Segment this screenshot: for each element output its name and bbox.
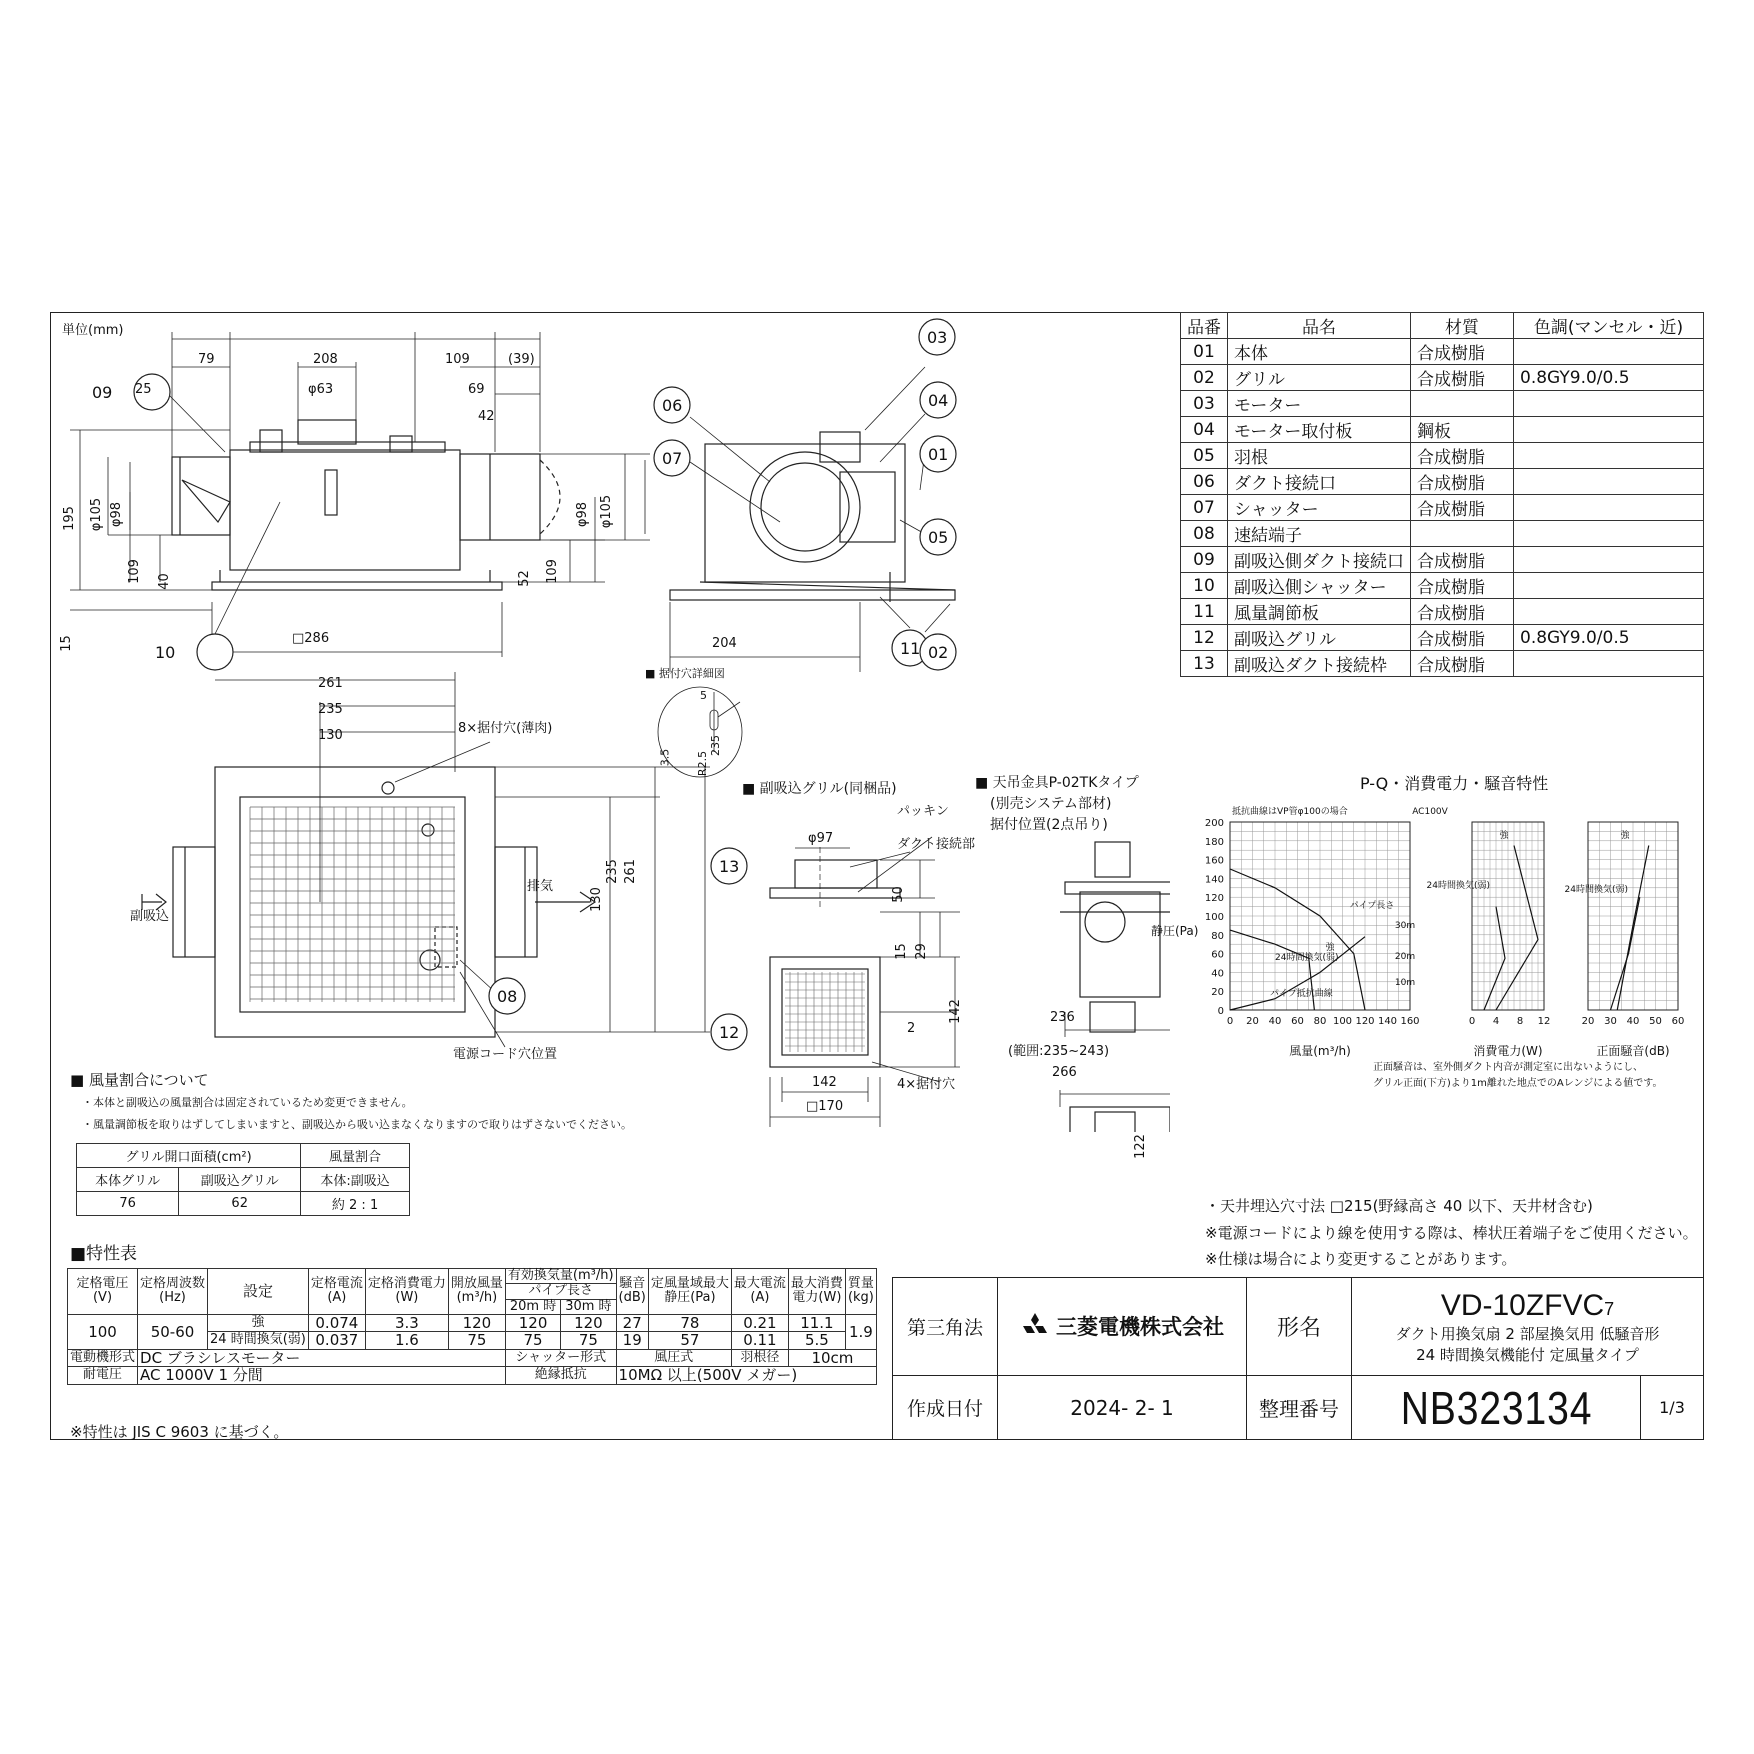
duct-connection-label: ダクト接続部	[897, 837, 976, 852]
y-tick-label: 80	[1211, 930, 1224, 942]
spec-p20-h: 20m 時	[505, 1299, 560, 1314]
part-name: 副吸込ダクト接続枠	[1228, 651, 1411, 677]
part-number: 06	[1181, 469, 1228, 495]
part-material: 合成樹脂	[1411, 651, 1514, 677]
spec-withstand-label: 耐電圧	[68, 1367, 138, 1385]
noise-note-2: グリル正面(下方)より1m離れた地点でのAレンジによる値です。	[1373, 1078, 1663, 1089]
part-name: 速結端子	[1228, 521, 1411, 547]
spec-mass-label: 質量	[847, 1276, 874, 1292]
spec-open-label: 開放風量	[450, 1276, 503, 1292]
part-color	[1514, 339, 1704, 365]
unit-label: 単位(mm)	[62, 323, 124, 338]
parts-h-name: 品名	[1228, 313, 1411, 339]
dim-142-horizontal: 142	[812, 1075, 837, 1090]
spec-shutter-label: シャッター形式	[505, 1349, 616, 1367]
parts-h-number: 品番	[1181, 313, 1228, 339]
part-name: モーター取付板	[1228, 417, 1411, 443]
spec-setting-h: 設定	[208, 1269, 309, 1315]
callout-circles	[134, 319, 956, 1050]
sub-inlet-label: 副吸込	[130, 909, 170, 924]
airflow-note-title: ■ 風量割合について	[70, 1071, 209, 1089]
date-label: 作成日付	[893, 1376, 998, 1440]
spec-eff-h: 有効換気量(m³/h)	[505, 1269, 616, 1284]
spec-mass-unit: (kg)	[847, 1290, 874, 1306]
x-tick-label: 100	[1332, 1016, 1353, 1027]
dim-52: 52	[516, 570, 532, 587]
mounting-holes-label: 8×据付穴(薄肉)	[458, 721, 553, 736]
dim-40: 40	[156, 573, 172, 590]
spec-mass-h	[845, 1269, 876, 1315]
x-tick-label: 20	[1246, 1016, 1259, 1027]
exhaust-label: 排気	[527, 879, 554, 894]
spec-table	[67, 1268, 877, 1385]
spec-power-label: 定格消費電力	[367, 1276, 446, 1292]
spec-withstand: AC 1000V 1 分間	[138, 1367, 506, 1385]
ratio-h1: グリル開口面積(cm²)	[77, 1144, 301, 1168]
dim-29: 29	[913, 943, 929, 960]
parts-row	[1181, 417, 1704, 443]
hanger-sub2: 据付位置(2点吊り)	[990, 817, 1108, 833]
part-material: 合成樹脂	[1411, 469, 1514, 495]
mount-dim-5: 5	[700, 689, 707, 702]
side-view-drawing	[670, 367, 955, 672]
airflow-note-line1: ・本体と副吸込の風量割合は固定されているため変更できません。	[82, 1096, 413, 1109]
y-tick-label: 40	[1211, 968, 1224, 980]
part-name: 副吸込側ダクト接続口	[1228, 547, 1411, 573]
parts-row	[1181, 339, 1704, 365]
spec-maxp-unit: 電力(W)	[792, 1290, 842, 1306]
chart-annotation: パイプ長さ	[1349, 901, 1395, 911]
part-number: 12	[1181, 625, 1228, 651]
spec-row1-power: 3.3	[365, 1314, 448, 1332]
x-tick-label: 120	[1355, 1016, 1375, 1027]
spec-sp-h	[648, 1269, 731, 1315]
spec-row2-maxc: 0.11	[731, 1332, 788, 1350]
x-tick-label: 0	[1468, 1016, 1476, 1027]
parts-row	[1181, 443, 1704, 469]
dim-109-right: 109	[544, 559, 560, 584]
spec-row1-p30: 120	[561, 1314, 616, 1332]
spec-curr-unit: (A)	[327, 1290, 347, 1306]
part-number: 11	[1181, 599, 1228, 625]
part-color: 0.8GY9.0/0.5	[1514, 365, 1704, 391]
y-tick-label: 180	[1204, 836, 1224, 848]
spec-row1-noise: 27	[616, 1314, 648, 1332]
callout-09: 09	[92, 383, 113, 402]
part-material: 合成樹脂	[1411, 547, 1514, 573]
parts-row	[1181, 365, 1704, 391]
parts-row	[1181, 651, 1704, 677]
part-color	[1514, 521, 1704, 547]
projection-label: 第三角法	[893, 1278, 998, 1376]
airflow-note-line2: ・風量調節板を取りはずしてしまいますと、副吸込から吸い込まなくなりますので取りはずさないでください。	[82, 1118, 632, 1131]
part-number: 10	[1181, 573, 1228, 599]
chart-note-left: 抵抗曲線はVP管φ100の場合	[1232, 807, 1348, 817]
spec-pipe-h: パイプ長さ	[505, 1284, 616, 1299]
series-label: 強	[1499, 831, 1509, 841]
callout-06: 06	[662, 396, 683, 415]
x-tick-label: 4	[1492, 1016, 1500, 1027]
ratio-v2: 62	[179, 1192, 301, 1216]
x-tick-label: 160	[1400, 1016, 1420, 1027]
spec-volt-unit: (V)	[92, 1290, 113, 1306]
spec-footnote: ※特性は JIS C 9603 に基づく。	[70, 1423, 289, 1441]
mitsubishi-logo-icon	[1020, 1313, 1050, 1339]
spec-blade-label: 羽根径	[731, 1349, 788, 1367]
part-name: 本体	[1228, 339, 1411, 365]
spec-row1-maxc: 0.21	[731, 1314, 788, 1332]
spec-curr-label: 定格電流	[310, 1276, 363, 1292]
part-number: 01	[1181, 339, 1228, 365]
part-color	[1514, 573, 1704, 599]
noise-note-1: 正面騒音は、室外側ダクト内音が測定室に出ないようにし、	[1373, 1062, 1643, 1073]
part-material: 合成樹脂	[1411, 495, 1514, 521]
dim-phi98-right: φ98	[575, 501, 591, 528]
chart-annotation: パイプ抵抗曲線	[1270, 989, 1333, 999]
dim-69: 69	[468, 382, 485, 397]
y-tick-label: 100	[1204, 912, 1224, 923]
y-tick-label: 200	[1204, 818, 1224, 829]
y-tick-label: 20	[1211, 987, 1224, 999]
part-number: 03	[1181, 391, 1228, 417]
company-name: 三菱電機株式会社	[1056, 1314, 1224, 1339]
spec-volt: 100	[68, 1314, 138, 1349]
spec-volt-label: 定格電圧	[76, 1276, 129, 1292]
spec-row2-maxp: 5.5	[788, 1332, 845, 1350]
chart-annotation: 24時間換気(弱)	[1275, 953, 1339, 963]
spec-p30-h: 30m 時	[561, 1299, 616, 1314]
model-cell	[1352, 1278, 1704, 1376]
model-suffix: 7	[1604, 1298, 1615, 1319]
parts-h-color: 色調(マンセル・近)	[1514, 313, 1704, 339]
company-cell	[998, 1278, 1247, 1376]
spec-row2-curr: 0.037	[308, 1332, 365, 1350]
spec-maxc-h	[731, 1269, 788, 1315]
part-name: 副吸込側シャッター	[1228, 573, 1411, 599]
callout-02: 02	[928, 643, 949, 662]
parts-row	[1181, 391, 1704, 417]
part-color	[1514, 469, 1704, 495]
y-tick-label: 60	[1211, 949, 1224, 961]
spec-row2-power: 1.6	[365, 1332, 448, 1350]
spec-row1-open: 120	[448, 1314, 505, 1332]
spec-row2-sp: 57	[648, 1332, 731, 1350]
x-tick-label: 8	[1516, 1016, 1524, 1027]
series-line	[1496, 846, 1538, 1011]
parts-table	[1180, 312, 1704, 677]
chart-note-right: AC100V	[1412, 807, 1448, 817]
dim-142-vertical: 142	[947, 999, 963, 1024]
dim-25: 25	[135, 382, 152, 397]
chart-title: P-Q・消費電力・騒音特性	[1360, 774, 1549, 793]
part-color	[1514, 599, 1704, 625]
parts-row	[1181, 573, 1704, 599]
spec-row1-setting: 強	[208, 1314, 309, 1332]
airflow-ratio-table	[76, 1143, 410, 1216]
spec-sp-label: 定風量域最大	[650, 1276, 729, 1292]
ratio-c2: 副吸込グリル	[179, 1168, 301, 1192]
callout-10: 10	[155, 643, 176, 662]
part-name: モーター	[1228, 391, 1411, 417]
part-color	[1514, 391, 1704, 417]
x-tick-label: 140	[1377, 1016, 1398, 1027]
x-tick-label: 12	[1537, 1016, 1551, 1027]
part-name: 風量調節板	[1228, 599, 1411, 625]
dim-15-grille: 15	[893, 943, 909, 960]
spec-noise-unit: (dB)	[618, 1290, 646, 1306]
parts-row	[1181, 547, 1704, 573]
spec-maxc-unit: (A)	[750, 1290, 770, 1306]
x-tick-label: 50	[1649, 1016, 1662, 1027]
sub-grille-title: ■ 副吸込グリル(同梱品)	[742, 781, 897, 797]
part-material	[1411, 521, 1514, 547]
part-material: 合成樹脂	[1411, 573, 1514, 599]
parts-h-material: 材質	[1411, 313, 1514, 339]
spec-maxc-label: 最大電流	[733, 1276, 786, 1292]
dim-2: 2	[907, 1021, 916, 1036]
dim-286: □286	[292, 631, 330, 646]
spec-row1-p20: 120	[505, 1314, 560, 1332]
spec-freq-h	[138, 1269, 208, 1315]
dim-130-right: 130	[588, 887, 604, 912]
ratio-c1: 本体グリル	[77, 1168, 179, 1192]
hanger-title: ■ 天吊金具P-02TKタイプ	[975, 775, 1139, 791]
part-material: 合成樹脂	[1411, 365, 1514, 391]
parts-row	[1181, 469, 1704, 495]
parts-row	[1181, 599, 1704, 625]
spec-curr-h	[308, 1269, 365, 1315]
part-name: グリル	[1228, 365, 1411, 391]
dim-phi98-left: φ98	[109, 501, 125, 528]
y-tick-label: 0	[1217, 1006, 1224, 1017]
dim-261-right: 261	[622, 859, 638, 884]
part-name: シャッター	[1228, 495, 1411, 521]
hanger-dim-236: 236	[1050, 1010, 1075, 1025]
spec-open-unit: (m³/h)	[456, 1290, 498, 1306]
y-tick-label: 120	[1204, 893, 1224, 905]
spec-title: ■特性表	[70, 1244, 138, 1264]
dim-208: 208	[313, 352, 338, 367]
part-material: 合成樹脂	[1411, 599, 1514, 625]
dim-130-top: 130	[318, 728, 343, 743]
spec-open-h	[448, 1269, 505, 1315]
x-tick-label: 40	[1268, 1016, 1282, 1027]
hanger-dim-122: 122	[1132, 1134, 1148, 1159]
mount-dim-3-5: 3.5	[658, 748, 672, 767]
callout-11: 11	[900, 639, 921, 658]
page-number: 1/3	[1641, 1376, 1704, 1440]
series-label: 強	[1620, 831, 1630, 841]
spec-row1-curr: 0.074	[308, 1314, 365, 1332]
spec-row2-p20: 75	[505, 1332, 560, 1350]
spec-maxp-h	[788, 1269, 845, 1315]
dim-109: 109	[445, 352, 470, 367]
spec-maxp-label: 最大消費	[790, 1276, 843, 1292]
dim-15: 15	[58, 635, 74, 652]
callout-12: 12	[719, 1023, 740, 1042]
x-axis-label: 消費電力(W)	[1473, 1044, 1543, 1058]
callout-13: 13	[719, 857, 740, 876]
part-color: 0.8GY9.0/0.5	[1514, 625, 1704, 651]
chart-annotation: 30m	[1394, 921, 1416, 931]
spec-volt-h	[68, 1269, 138, 1315]
part-name: ダクト接続口	[1228, 469, 1411, 495]
packing-label: パッキン	[897, 804, 949, 819]
x-tick-label: 80	[1313, 1016, 1327, 1027]
technical-drawings	[50, 312, 1170, 1132]
spec-sp-unit: 静圧(Pa)	[664, 1290, 716, 1306]
x-axis-label: 風量(m³/h)	[1289, 1044, 1351, 1058]
x-tick-label: 20	[1581, 1016, 1595, 1027]
dim-79: 79	[198, 352, 215, 367]
part-number: 05	[1181, 443, 1228, 469]
chart-annotation: 20m	[1394, 952, 1416, 962]
spec-noise-h	[616, 1269, 648, 1315]
date-value: 2024- 2- 1	[998, 1376, 1247, 1440]
spec-row2-open: 75	[448, 1332, 505, 1350]
dim-50: 50	[890, 886, 906, 903]
hanger-range: (範囲:235~243)	[1008, 1044, 1110, 1059]
model-label: 形名	[1247, 1278, 1352, 1376]
spec-row1-sp: 78	[648, 1314, 731, 1332]
part-number: 02	[1181, 365, 1228, 391]
part-color	[1514, 547, 1704, 573]
spec-freq-label: 定格周波数	[140, 1276, 206, 1292]
part-material	[1411, 391, 1514, 417]
part-name: 副吸込グリル	[1228, 625, 1411, 651]
ceiling-note-1: ・天井埋込穴寸法 □215(野縁高さ 40 以下、天井材含む)	[1205, 1197, 1593, 1215]
title-block	[892, 1277, 1704, 1440]
callout-05: 05	[928, 528, 949, 547]
mount-dim-235: 235	[709, 735, 722, 756]
mount-hole-detail-title: ■ 据付穴詳細図	[645, 667, 725, 680]
dim-39: (39)	[508, 352, 535, 367]
spec-row1-maxp: 11.1	[788, 1314, 845, 1332]
model-desc-2: 24 時間換気機能付 定風量タイプ	[1416, 1345, 1639, 1364]
hanger-dim-266: 266	[1052, 1065, 1077, 1080]
sub-grille-pattern	[785, 972, 865, 1052]
part-color	[1514, 651, 1704, 677]
dim-phi105-left: φ105	[89, 497, 105, 532]
callout-01: 01	[928, 445, 949, 464]
spec-ins: 10MΩ 以上(500V メガー)	[616, 1367, 876, 1385]
ratio-h2: 風量割合	[301, 1144, 410, 1168]
ceiling-note-2: ※電源コードにより線を使用する際は、棒状圧着端子をご使用ください。	[1205, 1224, 1698, 1242]
y-tick-label: 160	[1204, 855, 1224, 867]
spec-freq-unit: (Hz)	[159, 1290, 186, 1306]
spec-motor-label: 電動機形式	[68, 1349, 138, 1367]
model-number: VD-10ZFVC	[1440, 1288, 1605, 1322]
y-tick-label: 140	[1204, 874, 1224, 886]
part-name: 羽根	[1228, 443, 1411, 469]
spec-freq: 50-60	[138, 1314, 208, 1349]
model-desc-1: ダクト用換気扇 2 部屋換気用 低騒音形	[1395, 1324, 1660, 1343]
chart-annotation: 強	[1325, 943, 1335, 953]
dim-170: □170	[806, 1099, 844, 1114]
hanger-sub1: (別売システム部材)	[990, 796, 1112, 812]
x-axis-label: 正面騒音(dB)	[1596, 1044, 1670, 1058]
dim-235-top: 235	[318, 702, 343, 717]
dim-261-top: 261	[318, 676, 343, 691]
pq-charts	[1150, 800, 1690, 1100]
spec-power-h	[365, 1269, 448, 1315]
x-tick-label: 60	[1291, 1016, 1304, 1027]
part-number: 13	[1181, 651, 1228, 677]
spec-mass: 1.9	[845, 1314, 876, 1349]
callout-04: 04	[928, 391, 949, 410]
document-number: NB323134	[1373, 1376, 1619, 1440]
spec-blade: 10cm	[788, 1349, 876, 1367]
dim-phi97: φ97	[808, 831, 834, 846]
dim-phi63: φ63	[308, 382, 334, 397]
callout-08: 08	[497, 987, 518, 1006]
part-number: 08	[1181, 521, 1228, 547]
dim-235-right: 235	[604, 859, 620, 884]
y-axis-label: 静圧(Pa)	[1151, 924, 1199, 938]
spec-noise-label: 騒音	[619, 1276, 646, 1292]
parts-row	[1181, 625, 1704, 651]
dim-109-left: 109	[126, 559, 142, 584]
dim-204: 204	[712, 636, 737, 651]
parts-row	[1181, 521, 1704, 547]
cord-hole-label: 電源コード穴位置	[453, 1047, 558, 1062]
ceiling-note-3: ※仕様は場合により変更することがあります。	[1205, 1250, 1517, 1268]
x-tick-label: 60	[1671, 1016, 1685, 1027]
part-material: 合成樹脂	[1411, 443, 1514, 469]
mount-dim-r2-5: R2.5	[696, 750, 710, 777]
spec-power-unit: (W)	[395, 1290, 419, 1306]
ratio-c3: 本体:副吸込	[301, 1168, 410, 1192]
dim-phi105-right: φ105	[599, 494, 615, 529]
spec-motor: DC ブラシレスモーター	[138, 1349, 506, 1367]
callout-03: 03	[927, 328, 948, 347]
ratio-v1: 76	[77, 1192, 179, 1216]
parts-header-row	[1181, 313, 1704, 339]
spec-row2-noise: 19	[616, 1332, 648, 1350]
part-material: 鋼板	[1411, 417, 1514, 443]
x-tick-label: 0	[1226, 1016, 1234, 1027]
main-grille-pattern	[250, 807, 455, 1002]
spec-row2-p30: 75	[561, 1332, 616, 1350]
part-number: 07	[1181, 495, 1228, 521]
part-material: 合成樹脂	[1411, 339, 1514, 365]
dim-195: 195	[61, 506, 77, 531]
four-mount-holes-label: 4×据付穴	[897, 1077, 956, 1092]
part-color	[1514, 417, 1704, 443]
part-number: 04	[1181, 417, 1228, 443]
spec-shutter: 風圧式	[616, 1349, 731, 1367]
part-color	[1514, 443, 1704, 469]
number-label: 整理番号	[1247, 1376, 1352, 1440]
part-number: 09	[1181, 547, 1228, 573]
spec-ins-label: 絶縁抵抗	[505, 1367, 616, 1385]
ratio-v3: 約 2 : 1	[301, 1192, 410, 1216]
series-label: 24時間換気(弱)	[1564, 885, 1628, 895]
chart-annotation: 10m	[1394, 978, 1416, 988]
x-tick-label: 40	[1626, 1016, 1640, 1027]
part-material: 合成樹脂	[1411, 625, 1514, 651]
dim-42: 42	[478, 409, 495, 424]
spec-row2-setting: 24 時間換気(弱)	[208, 1332, 309, 1350]
part-color	[1514, 495, 1704, 521]
callout-07: 07	[662, 449, 683, 468]
parts-row	[1181, 495, 1704, 521]
x-tick-label: 30	[1604, 1016, 1617, 1027]
series-label: 24時間換気(弱)	[1426, 881, 1490, 891]
